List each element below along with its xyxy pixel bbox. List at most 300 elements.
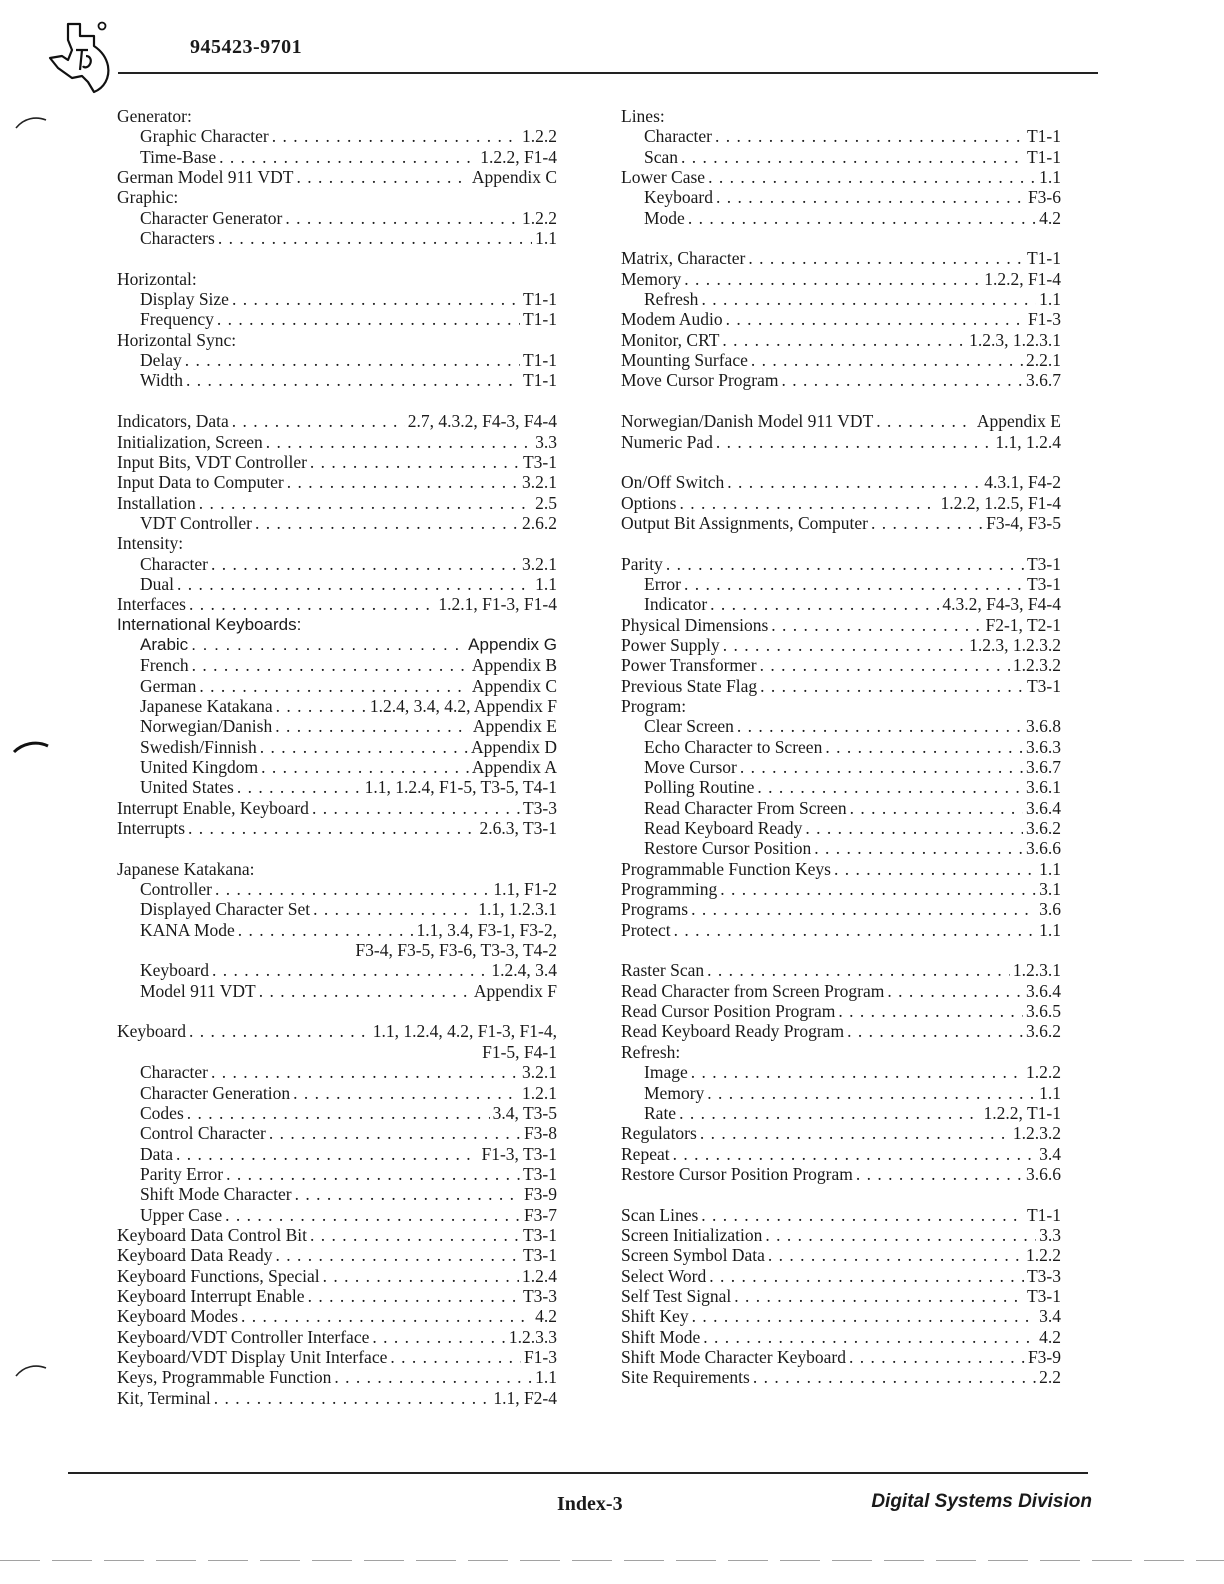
dot-leader xyxy=(748,248,1024,268)
index-entry xyxy=(621,879,1061,899)
index-reference: 3.2.1 xyxy=(522,1062,557,1083)
index-entry xyxy=(621,1144,1061,1164)
index-entry xyxy=(117,1205,557,1225)
index-reference: 3.4 xyxy=(1039,1143,1061,1164)
index-term: Site Requirements xyxy=(621,1367,750,1388)
index-entry xyxy=(621,106,1061,126)
index-reference: 2.5 xyxy=(535,492,557,513)
index-term: Shift Mode Character Keyboard xyxy=(621,1346,846,1367)
index-term: Model 911 VDT xyxy=(140,980,256,1001)
index-spacer xyxy=(621,452,1061,472)
index-reference: 1.1, 1.2.4, 4.2, F1-3, F1-4, xyxy=(372,1021,557,1042)
index-entry xyxy=(621,1347,1061,1367)
dot-leader xyxy=(191,635,465,655)
index-entry xyxy=(621,1042,1061,1062)
index-reference: Appendix E xyxy=(976,411,1061,432)
index-term: Read Cursor Position Program xyxy=(621,1001,836,1022)
dot-leader xyxy=(275,716,470,736)
index-term: Keyboard/VDT Display Unit Interface xyxy=(117,1346,388,1367)
index-term: Polling Routine xyxy=(644,777,755,798)
index-term: Programs xyxy=(621,899,689,920)
index-reference: Appendix C xyxy=(471,167,557,188)
index-entry xyxy=(621,1205,1061,1225)
index-entry xyxy=(621,269,1061,289)
index-term: German xyxy=(140,675,197,696)
dot-leader xyxy=(876,411,974,431)
index-entry xyxy=(117,1245,557,1265)
index-entry xyxy=(117,1103,557,1123)
dot-leader xyxy=(722,330,966,350)
dot-leader xyxy=(185,350,520,370)
dot-leader xyxy=(765,1225,1036,1245)
index-term: Keyboard Data Control Bit xyxy=(117,1224,308,1245)
index-reference: T3-1 xyxy=(522,451,557,472)
index-entry xyxy=(117,696,557,716)
index-entry xyxy=(621,187,1061,207)
dot-leader xyxy=(760,655,1010,675)
index-term: Input Bits, VDT Controller xyxy=(117,451,307,472)
dot-leader xyxy=(691,1062,1023,1082)
index-term: Installation xyxy=(117,492,196,513)
dot-leader xyxy=(189,594,435,614)
dot-leader xyxy=(849,1347,1025,1367)
index-term: Lines: xyxy=(621,106,665,126)
dot-leader xyxy=(688,208,1036,228)
index-term: Programming xyxy=(621,879,718,900)
index-term: Raster Scan xyxy=(621,960,705,981)
index-entry xyxy=(621,594,1061,614)
dot-leader xyxy=(261,757,469,777)
index-reference: F3-9 xyxy=(1027,1346,1061,1367)
index-term: Keys, Programmable Function xyxy=(117,1367,332,1388)
index-reference: 4.2 xyxy=(535,1306,557,1327)
index-entry xyxy=(621,655,1061,675)
index-entry xyxy=(621,208,1061,228)
index-entry xyxy=(621,696,1061,716)
index-term: Mounting Surface xyxy=(621,350,748,371)
index-entry xyxy=(621,1103,1061,1123)
dot-leader xyxy=(177,574,532,594)
index-reference: Appendix E xyxy=(472,716,557,737)
dot-leader xyxy=(188,818,477,838)
index-entry xyxy=(621,167,1061,187)
index-entry xyxy=(621,411,1061,431)
index-term: KANA Mode xyxy=(140,919,235,940)
index-reference: F2-1, T2-1 xyxy=(985,614,1061,635)
index-entry xyxy=(117,920,557,940)
index-term: Interrupt Enable, Keyboard xyxy=(117,797,309,818)
index-reference: 1.2.3.2 xyxy=(1012,655,1061,676)
dot-leader xyxy=(219,147,477,167)
index-term: Generator: xyxy=(117,106,192,126)
index-reference: 3.2.1 xyxy=(522,553,557,574)
index-reference: 3.6.2 xyxy=(1026,1021,1061,1042)
margin-mark xyxy=(12,738,50,756)
index-entry xyxy=(117,452,557,472)
index-reference: 1.2.1, F1-3, F1-4 xyxy=(438,594,557,615)
index-term: Shift Mode Character xyxy=(140,1184,292,1205)
index-reference: 3.4, T3-5 xyxy=(492,1102,557,1123)
dot-leader xyxy=(751,350,1023,370)
index-term: Parity Error xyxy=(140,1163,224,1184)
index-entry xyxy=(621,981,1061,1001)
index-entry xyxy=(117,635,557,655)
dot-leader xyxy=(716,187,1025,207)
index-term: Intensity: xyxy=(117,533,184,554)
dot-leader xyxy=(272,126,519,146)
index-entry xyxy=(621,513,1061,533)
index-entry xyxy=(117,167,557,187)
index-entry xyxy=(117,1225,557,1245)
index-term: Monitor, CRT xyxy=(621,329,720,350)
dot-leader xyxy=(737,716,1023,736)
index-entry xyxy=(117,472,557,492)
index-entry xyxy=(117,1144,557,1164)
index-reference: 1.1, F2-4 xyxy=(493,1387,557,1408)
dot-leader xyxy=(176,1144,478,1164)
index-entry xyxy=(621,1164,1061,1184)
dot-leader xyxy=(707,1083,1036,1103)
index-entry xyxy=(117,1184,557,1204)
dot-leader xyxy=(679,493,937,513)
index-reference: T3-1 xyxy=(1026,553,1061,574)
index-entry xyxy=(117,899,557,919)
index-term: Mode xyxy=(644,207,685,228)
index-reference: 3.6.1 xyxy=(1026,777,1061,798)
dot-leader xyxy=(834,859,1036,879)
index-reference: 1.2.3.2 xyxy=(1012,1123,1061,1144)
index-term: Displayed Character Set xyxy=(140,899,311,920)
index-reference: Appendix D xyxy=(470,736,557,757)
index-term: Japanese Katakana: xyxy=(117,858,255,879)
index-spacer xyxy=(117,391,557,411)
index-term: Character Generation xyxy=(140,1082,291,1103)
dot-leader xyxy=(334,1367,532,1387)
index-term: United States xyxy=(140,777,234,798)
index-entry xyxy=(621,818,1061,838)
index-reference: Appendix B xyxy=(471,655,557,676)
dot-leader xyxy=(241,1306,532,1326)
index-reference: 3.6.7 xyxy=(1026,370,1061,391)
index-entry xyxy=(117,493,557,513)
dot-leader xyxy=(720,879,1036,899)
index-reference: F1-3 xyxy=(1027,309,1061,330)
index-entry xyxy=(117,1123,557,1143)
dot-leader xyxy=(771,615,982,635)
dot-leader xyxy=(295,1184,521,1204)
dot-leader xyxy=(189,1021,370,1041)
index-reference: T1-1 xyxy=(522,350,557,371)
index-reference: T1-1 xyxy=(1026,126,1061,147)
index-entry xyxy=(621,920,1061,940)
index-reference: 1.1, 1.2.4 xyxy=(995,431,1061,452)
margin-mark xyxy=(14,114,48,132)
dot-leader xyxy=(269,1123,521,1143)
index-entry xyxy=(621,859,1061,879)
index-reference: F1-5, F4-1 xyxy=(482,1041,557,1062)
index-reference: 3.6.8 xyxy=(1026,716,1061,737)
index-term: International Keyboards: xyxy=(117,614,302,634)
index-term: Memory xyxy=(621,268,682,289)
dot-leader xyxy=(701,289,1036,309)
footer-rule xyxy=(68,1472,1088,1474)
dot-leader xyxy=(296,167,468,187)
page-number: Index-3 xyxy=(557,1493,623,1515)
dot-leader xyxy=(310,1225,520,1245)
index-reference: 1.1 xyxy=(1039,919,1061,940)
index-entry xyxy=(117,106,557,126)
index-entry xyxy=(117,1286,557,1306)
index-reference: 1.1, 1.2.4, F1-5, T3-5, T4-1 xyxy=(364,777,557,798)
index-reference: T3-3 xyxy=(522,797,557,818)
dot-leader xyxy=(666,554,1024,574)
texas-instruments-logo-icon xyxy=(28,16,138,98)
index-reference: 3.6.6 xyxy=(1026,1163,1061,1184)
index-reference: 3.4 xyxy=(1039,1306,1061,1327)
index-entry xyxy=(621,289,1061,309)
index-entry xyxy=(117,228,557,248)
dot-leader xyxy=(232,411,405,431)
index-entry xyxy=(621,737,1061,757)
index-entry xyxy=(117,1164,557,1184)
index-term: VDT Controller xyxy=(140,512,252,533)
index-reference: 1.2.2 xyxy=(522,126,557,147)
index-term: Width xyxy=(140,370,184,391)
index-reference: F1-3, T3-1 xyxy=(481,1143,557,1164)
index-term: Interfaces xyxy=(117,594,186,615)
index-entry xyxy=(621,798,1061,818)
index-entry xyxy=(117,574,557,594)
index-term: On/Off Switch xyxy=(621,472,725,493)
index-reference: 1.2.3.3 xyxy=(508,1326,557,1347)
dot-leader xyxy=(850,798,1023,818)
index-entry xyxy=(621,635,1061,655)
dot-leader xyxy=(187,1103,490,1123)
index-spacer xyxy=(621,533,1061,553)
index-reference: 1.2.4 xyxy=(522,1265,557,1286)
dot-leader xyxy=(266,432,532,452)
dot-leader xyxy=(287,472,519,492)
index-entry xyxy=(621,248,1061,268)
dot-leader xyxy=(692,1306,1037,1326)
dot-leader xyxy=(199,493,532,513)
document-number: 945423-9701 xyxy=(190,36,303,58)
dot-leader xyxy=(727,472,981,492)
index-reference: 1.1, 3.4, F3-1, F3-2, xyxy=(416,919,557,940)
index-entry xyxy=(117,1083,557,1103)
index-reference: Appendix G xyxy=(468,634,557,654)
index-reference: 1.1 xyxy=(535,573,557,594)
index-reference: F3-4, F3-5 xyxy=(986,512,1061,533)
index-term: Input Data to Computer xyxy=(117,472,284,493)
dot-leader xyxy=(238,920,414,940)
index-term: Arabic xyxy=(140,634,189,654)
index-reference: 4.3.2, F4-3, F4-4 xyxy=(942,594,1061,615)
dot-leader xyxy=(700,1123,1010,1143)
index-entry xyxy=(117,309,557,329)
dot-leader xyxy=(390,1347,521,1367)
index-entry xyxy=(621,1245,1061,1265)
dot-leader xyxy=(226,1164,520,1184)
index-reference: 3.6.7 xyxy=(1026,757,1061,777)
index-term: Repeat xyxy=(621,1143,670,1164)
index-column-left xyxy=(117,106,557,1408)
index-reference: 4.2 xyxy=(1039,1326,1061,1347)
index-entry xyxy=(117,1062,557,1082)
index-entry xyxy=(621,1083,1061,1103)
index-entry xyxy=(117,940,557,960)
index-reference: 1.1 xyxy=(1039,858,1061,879)
index-entry xyxy=(117,594,557,614)
index-reference: 1.1 xyxy=(535,1367,557,1388)
index-term: Modem Audio xyxy=(621,309,723,330)
index-reference: 3.6.4 xyxy=(1026,980,1061,1001)
dot-leader xyxy=(214,1388,491,1408)
index-entry xyxy=(621,757,1061,777)
index-term: Power Transformer xyxy=(621,655,757,676)
index-entry xyxy=(621,370,1061,390)
index-entry xyxy=(117,1327,557,1347)
dot-leader xyxy=(276,696,367,716)
dot-leader xyxy=(684,574,1024,594)
index-entry xyxy=(117,777,557,797)
index-entry xyxy=(117,757,557,777)
index-term: Options xyxy=(621,492,677,513)
index-reference: F3-9 xyxy=(523,1184,557,1205)
index-term: Shift Mode xyxy=(621,1326,701,1347)
division-name: Digital Systems Division xyxy=(871,1491,1092,1512)
index-reference: F3-6 xyxy=(1027,187,1061,208)
index-term: Indicator xyxy=(644,594,708,615)
dot-leader xyxy=(255,513,519,533)
index-entry xyxy=(117,1306,557,1326)
index-reference: 1.1, 1.2.3.1 xyxy=(478,899,557,920)
dot-leader xyxy=(211,554,519,574)
index-entry xyxy=(117,432,557,452)
index-entry xyxy=(117,187,557,207)
dot-leader xyxy=(217,309,520,329)
index-reference: T1-1 xyxy=(522,309,557,330)
dot-leader xyxy=(847,1021,1023,1041)
dot-leader xyxy=(192,655,469,675)
index-term: Character xyxy=(140,1062,209,1083)
index-term: Keyboard Functions, Special xyxy=(117,1265,320,1286)
index-reference: 2.2.1 xyxy=(1026,350,1061,371)
index-term: Character Generator xyxy=(140,207,283,228)
index-entry xyxy=(117,676,557,696)
index-reference: 1.2.2, F1-4 xyxy=(984,268,1061,289)
dot-leader xyxy=(232,289,520,309)
index-term: Move Cursor xyxy=(644,757,737,777)
dot-leader xyxy=(673,1144,1037,1164)
index-entry xyxy=(117,1367,557,1387)
index-reference: 1.2.3, 1.2.3.2 xyxy=(969,634,1061,655)
index-entry xyxy=(621,899,1061,919)
index-term: Keyboard xyxy=(644,187,714,208)
index-reference: 3.6.4 xyxy=(1026,797,1061,818)
dot-leader xyxy=(186,370,520,390)
index-entry xyxy=(117,330,557,350)
index-term: Clear Screen xyxy=(644,716,734,737)
index-entry xyxy=(117,981,557,1001)
index-entry xyxy=(117,655,557,675)
index-term: Graphic: xyxy=(117,187,179,208)
dot-leader xyxy=(681,147,1024,167)
dot-leader xyxy=(740,757,1023,777)
index-reference: T3-3 xyxy=(1026,1265,1061,1286)
index-reference: Appendix F xyxy=(473,980,557,1001)
dot-leader xyxy=(312,798,520,818)
dot-leader xyxy=(710,594,939,614)
index-entry xyxy=(621,493,1061,513)
index-term: Indicators, Data xyxy=(117,411,229,432)
index-term: Screen Initialization xyxy=(621,1224,763,1245)
dot-leader xyxy=(684,269,981,289)
dot-leader xyxy=(709,1266,1024,1286)
index-entry xyxy=(621,838,1061,858)
index-term: Image xyxy=(644,1062,688,1083)
index-term: Read Keyboard Ready xyxy=(644,818,803,839)
index-term: German Model 911 VDT xyxy=(117,167,294,188)
index-reference: 1.1 xyxy=(1039,167,1061,188)
index-spacer xyxy=(117,838,557,858)
dot-leader xyxy=(308,1286,520,1306)
index-entry xyxy=(621,1062,1061,1082)
index-reference: T3-1 xyxy=(1026,1285,1061,1306)
index-entry xyxy=(117,370,557,390)
dot-leader xyxy=(703,1327,1036,1347)
index-spacer xyxy=(117,1001,557,1021)
index-term: Numeric Pad xyxy=(621,431,713,452)
dot-leader xyxy=(691,899,1036,919)
index-reference: 1.2.2, F1-4 xyxy=(480,146,557,167)
index-entry xyxy=(117,716,557,736)
index-reference: T3-1 xyxy=(1026,675,1061,696)
index-reference: 3.2.1 xyxy=(522,472,557,493)
index-reference: 2.6.2 xyxy=(522,512,557,533)
index-term: Horizontal Sync: xyxy=(117,329,237,350)
index-reference: 1.2.2, 1.2.5, F1-4 xyxy=(940,492,1061,513)
index-entry xyxy=(117,208,557,228)
dot-leader xyxy=(871,513,983,533)
dot-leader xyxy=(293,1083,519,1103)
dot-leader xyxy=(825,737,1023,757)
index-term: Matrix, Character xyxy=(621,248,746,269)
index-term: Rate xyxy=(644,1102,677,1123)
index-term: Graphic Character xyxy=(140,126,269,147)
dot-leader xyxy=(215,879,490,899)
index-entry xyxy=(117,1388,557,1408)
index-term: French xyxy=(140,655,189,676)
index-reference: 1.2.3.1 xyxy=(1012,960,1061,981)
index-entry xyxy=(117,1347,557,1367)
index-entry xyxy=(117,859,557,879)
index-entry xyxy=(621,676,1061,696)
dot-leader xyxy=(805,818,1023,838)
index-term: Select Word xyxy=(621,1265,707,1286)
index-reference: Appendix A xyxy=(471,757,557,777)
dot-leader xyxy=(199,676,469,696)
header-rule xyxy=(118,72,1098,74)
index-term: Japanese Katakana xyxy=(140,695,273,716)
index-term: Output Bit Assignments, Computer xyxy=(621,512,868,533)
dot-leader xyxy=(768,1245,1023,1265)
index-spacer xyxy=(117,248,557,268)
index-term: Data xyxy=(140,1143,174,1164)
dot-leader xyxy=(313,899,475,919)
index-term: Screen Symbol Data xyxy=(621,1245,765,1266)
dot-leader xyxy=(310,452,520,472)
